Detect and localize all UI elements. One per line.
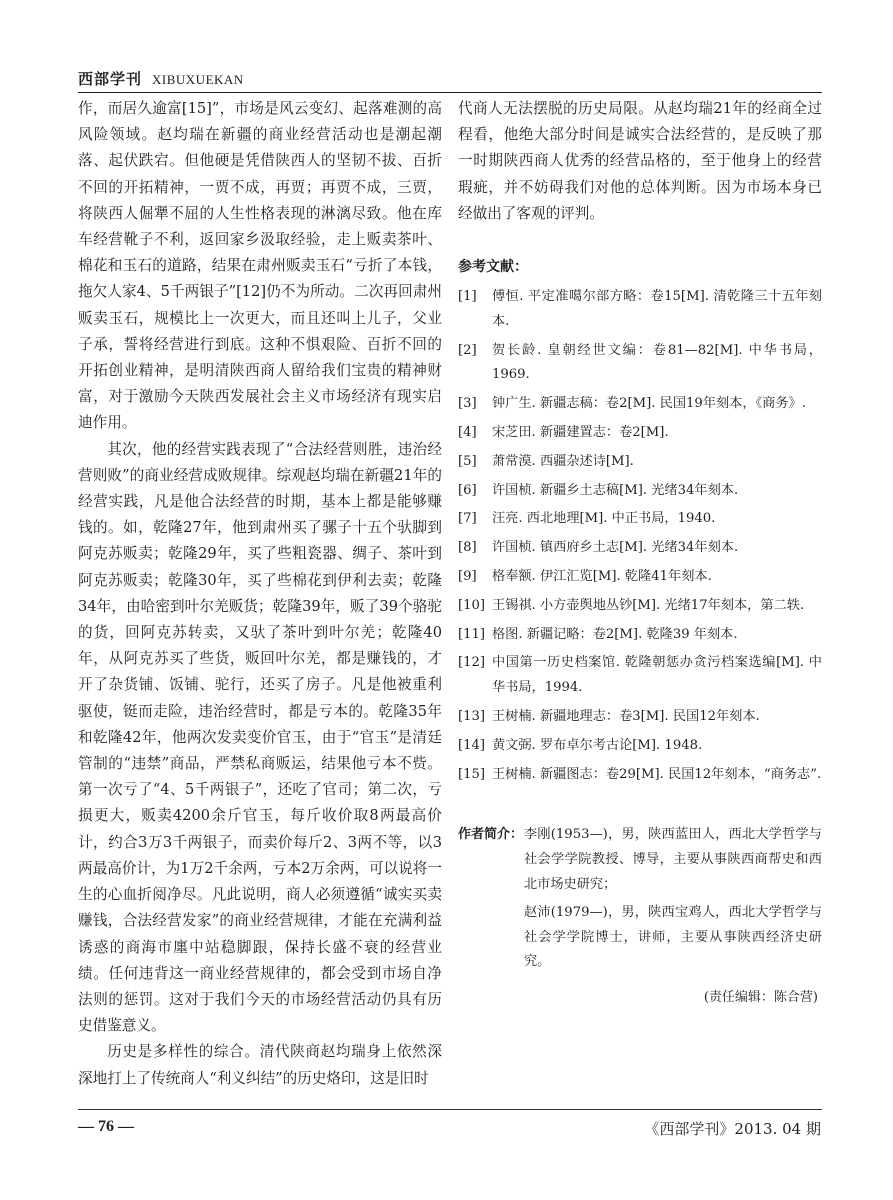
reference-item [458,285,822,335]
reference-text: 许国桢. 镇西府乡土志[M]. 光绪34年刻本. [492,540,739,556]
reference-number: [15] [458,766,486,782]
reference-text: 黄文弼. 罗布卓尔考古论[M]. 1948. [492,737,703,753]
reference-number: [14] [458,737,486,753]
reference-item [458,651,822,701]
left-column [78,96,442,1092]
reference-number: [8] [458,540,477,556]
page-number-text: — 76 — [78,1118,134,1135]
reference-text: 王树楠. 新疆图志：卷29[M]. 民国12年刻本，“商务志”. [492,766,822,782]
reference-text: 贺长龄. 皇朝经世文编：卷81—82[M]. 中华书局，1969. [492,342,822,383]
reference-number: [5] [458,453,477,469]
reference-item [458,565,822,590]
author-intro [458,823,822,975]
author-bio-1: 李刚(1953—)，男，陕西蓝田人，西北大学哲学与社会学学院教授、博导，主要从事陕西商帮史和西北市场史研究； [524,827,822,892]
reference-text: 宋芝田. 新疆建置志：卷2[M]. [492,425,669,440]
reference-number: [13] [458,708,486,724]
journal-title-cn: 西部学刊 [78,70,143,88]
reference-text: 王树楠. 新疆地理志：卷3[M]. 民国12年刻本. [492,708,760,724]
reference-text: 萧常漠. 西疆杂述诗[M]. [492,453,634,469]
journal-title-en: XIBUXUEKAN [152,72,244,87]
reference-text: 中国第一历史档案馆. 乾隆朝惩办贪污档案选编[M]. 中华书局，1994. [492,655,822,696]
body-paragraph-continued: 代商人无法摆脱的历史局限。从赵均瑞21年的经商全过程看，他绝大部分时间是诚实合法经营的，是反映了那一时期陕西商人优秀的经营品格的，至于他身上的经营瑕疵，并不妨碍我们对他的总体判断。因为市场本身已经做出了客观的评判。 [458,100,822,222]
reference-item [458,734,822,759]
reference-number: [3] [458,396,477,412]
running-header [78,68,818,92]
reference-item [458,339,822,389]
reference-text: 格奉额. 伊江汇览[M]. 乾隆41年刻本. [492,568,712,584]
reference-item [458,623,822,648]
header-divider [78,92,822,93]
reference-number: [10] [458,597,486,613]
reference-number: [12] [458,655,486,671]
references-list [458,285,822,787]
reference-text: 钟广生. 新疆志稿：卷2[M]. 民国19年刻本，《商务》. [492,396,806,412]
reference-item [458,507,822,532]
body-paragraph-3: 历史是多样性的综合。清代陕商赵均瑞身上依然深深地打上了传统商人“利义纠结”的历史烙印，这是旧时 [78,1043,442,1087]
reference-text: 王锡祺. 小方壶舆地丛钞[M]. 光绪17年刻本，第二轶. [492,597,805,613]
reference-number: [2] [458,342,477,358]
footer-divider [78,1109,822,1110]
body-paragraph-2: 其次，他的经营实践表现了“合法经营则胜，违治经营则败”的商业经营成败规律。综观赵均瑞在新疆21年的经营实践，凡是他合法经营的时期，基本上都是能够赚钱的。如，乾隆27年，他到肃州买了骡子十五个驮脚到阿克苏贩卖；乾隆29年，买了些粗瓷器、绸子、茶叶到阿克苏贩卖；乾隆30年，买了些棉花到伊利去卖；乾隆34年，由哈密到叶尔羌贩货；乾隆39年，贩了39个骆驼的货，回阿克苏转卖，又驮了茶叶到叶尔羌；乾隆40年，从阿克苏买了些货，贩回叶尔羌，都是赚钱的，才开了杂货铺、饭铺、驼行，还买了房子。凡是他被重利驱使，铤而走险，违治经营时，都是亏本的。乾隆35年和乾隆42年，他两次发卖变价官玉，由于“官玉”是清廷管制的“违禁”商品，严禁私商贩运，结果他亏本不赀。第一次亏了“4、5千两银子”，还吃了官司；第二次，亏损更大，贩卖4200余斤官玉，每斤收价取8两最高价计，约合3万3千两银子，而卖价每斤2、3两不等，以3两最高价计，为1万2千余两，亏本2万余两，可以说将一生的心血折阅净尽。凡此说明，商人必须遵循“诚实买卖赚钱，合法经营发家”的商业经营规律，才能在充满利益诱惑的商海市廛中站稳脚跟，保持长盛不衰的经营业绩。任何违背这一商业经营规律的，都会受到市场自净法则的惩罚。这对于我们今天的市场经营活动仍具有历史借鉴意义。 [78,440,442,1035]
reference-text: 汪亮. 西北地理[M]. 中正书局，1940. [492,511,716,527]
reference-item [458,421,822,446]
reference-text: 傅恒. 平定准噶尔部方略：卷15[M]. 清乾隆三十五年刻本. [492,289,822,329]
issue-info: 《西部学刊》2013. 04 期 [644,1120,821,1138]
reference-item [458,705,822,730]
reference-text: 格图. 新疆记略：卷2[M]. 乾隆39 年刻本. [492,626,738,642]
reference-item [458,392,822,417]
reference-number: [4] [458,425,477,440]
author-intro-label: 作者简介： [458,827,524,843]
reference-text: 许国桢. 新疆乡土志稿[M]. 光绪34年刻本. [492,482,739,498]
responsible-editor: (责任编辑：陈合营) [703,989,818,1005]
body-paragraph-1: 作，而居久逾富[15]”，市场是风云变幻、起落难测的高风险领域。赵均瑞在新疆的商业经营活动也是潮起潮落、起伏跌宕。但他硬是凭借陕西人的坚韧不拔、百折不回的开拓精神，一贾不成，再贾；再贾不成，三贾，将陕西人倔犟不屈的人生性格表现的淋漓尽致。他在库车经营靴子不利，返回家乡汲取经验，走上贩卖茶叶、棉花和玉石的道路，结果在肃州贩卖玉石“亏折了本钱，拖欠人家4、5千两银子”[12]仍不为所动。二次再回肃州贩卖玉石，规模比上一次更大，而且还叫上儿子，父业子承，誓将经营进行到底。这种不惧艰险、百折不回的开拓创业精神，是明清陕西商人留给我们宝贵的精神财富，对于激励今天陕西发展社会主义市场经济有现实启迪作用。 [78,100,442,432]
references-heading: 参考文献： [458,259,528,276]
reference-number: [9] [458,568,477,584]
author-bio-2: 赵沛(1979—)，男，陕西宝鸡人，西北大学哲学与社会学学院博士，讲师，主要从事陕西经济史研究。 [524,905,822,970]
right-column [458,96,822,1009]
page-number [78,1118,134,1136]
reference-item [458,763,822,788]
reference-item [458,479,822,504]
reference-number: [7] [458,511,477,527]
reference-number: [6] [458,482,477,498]
reference-item [458,536,822,561]
reference-item [458,594,822,619]
reference-number: [11] [458,626,486,642]
reference-item [458,450,822,475]
reference-number: [1] [458,289,477,305]
